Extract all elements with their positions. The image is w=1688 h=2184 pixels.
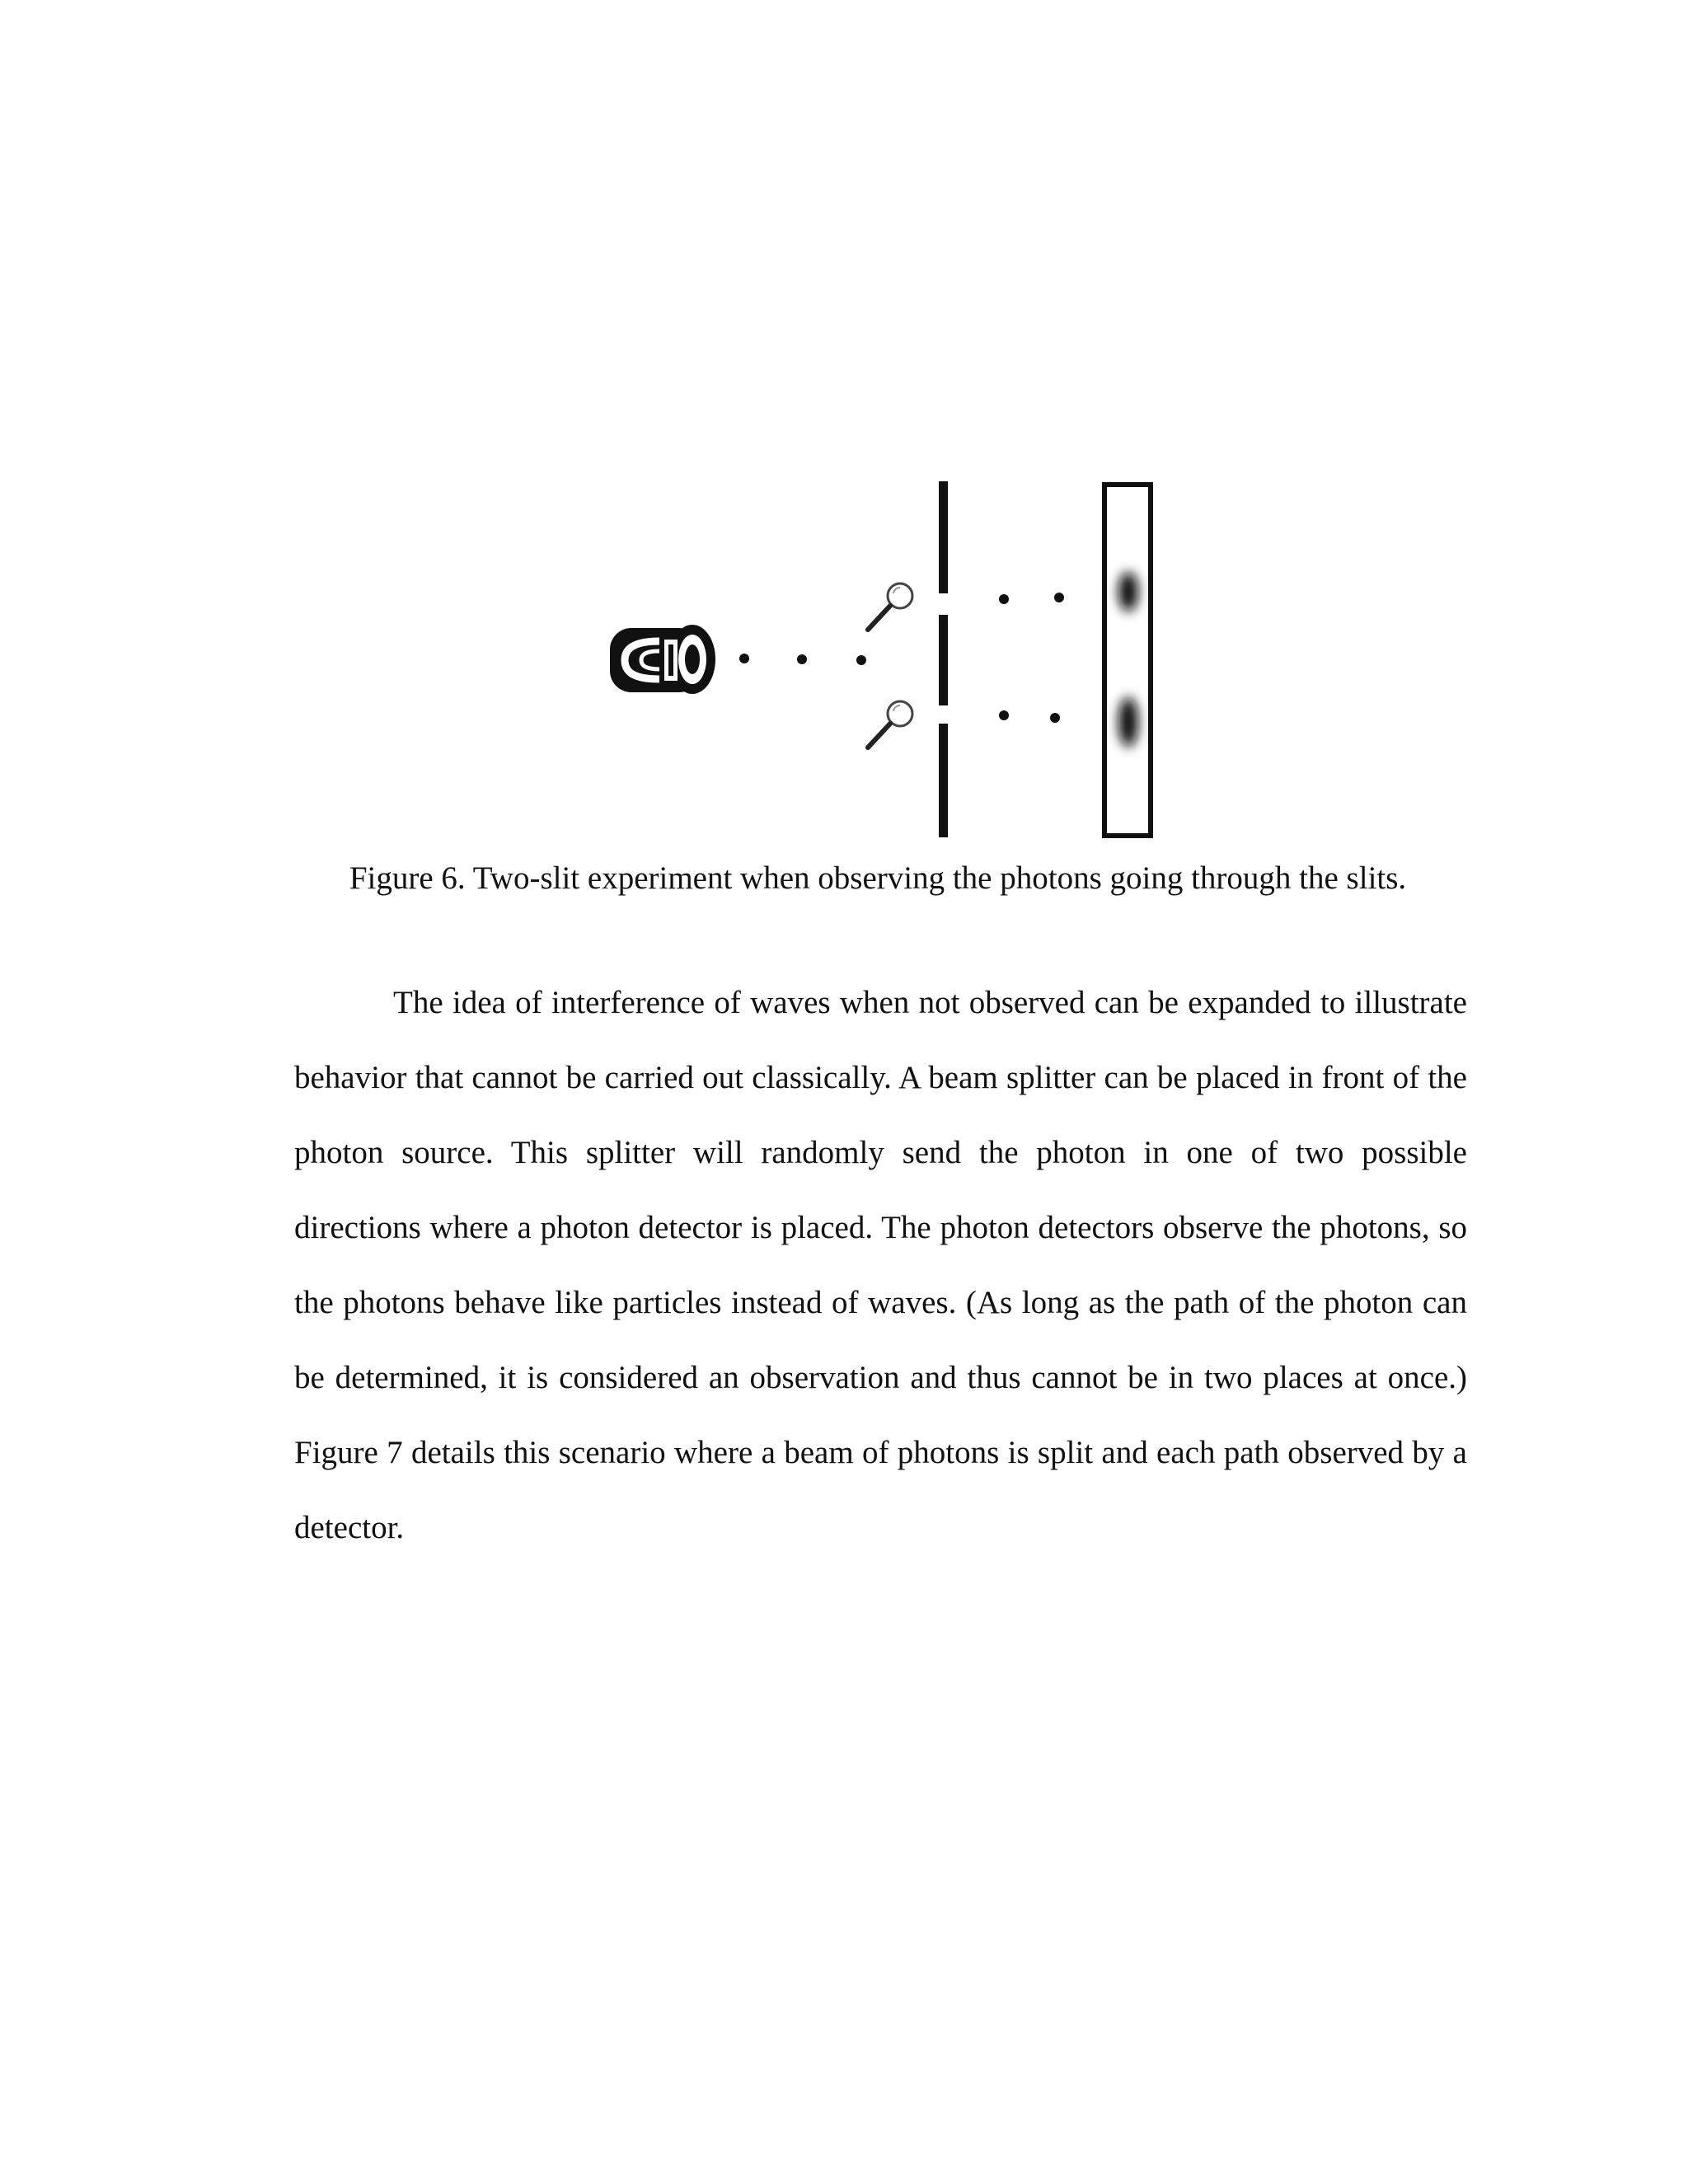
photon-dot [999, 710, 1009, 720]
two-slit-diagram [0, 0, 1688, 857]
magnifier-icon [868, 701, 912, 748]
body-paragraph: The idea of interference of waves when not observed can be expanded to illustrate behavior that cannot be carried out classically. A beam splitter can be placed in front of the photon source. This splitter will randomly send the photon in one of two possible directions where a photon detector is placed. The photon detectors observe the photons, so the photons behave like particles instead of waves. (As long as the path of the photon can be determined, it is considered an observation and thus cannot be in two places at once.) Figure 7 details this scenario where a beam of photons is split and each path observed by a detector. [294, 985, 1467, 1545]
photon-source-icon [610, 625, 715, 694]
detection-screen [1104, 485, 1151, 836]
slit-barrier [939, 481, 948, 837]
photon-dot [1050, 713, 1060, 723]
photon-dot [1054, 593, 1064, 602]
photon-dot [797, 654, 807, 664]
photon-dot [739, 654, 749, 663]
photon-dot [856, 655, 866, 665]
detection-band [1118, 697, 1138, 747]
figure-caption: Figure 6. Two-slit experiment when observing the photons going through the slits. [349, 860, 1407, 896]
photon-dots-incoming [739, 654, 866, 665]
photon-dots-outgoing [999, 593, 1064, 723]
detection-band [1118, 572, 1138, 612]
two-slit-figure [0, 0, 1688, 857]
magnifier-icon [868, 583, 912, 630]
photon-dot [999, 594, 1009, 604]
